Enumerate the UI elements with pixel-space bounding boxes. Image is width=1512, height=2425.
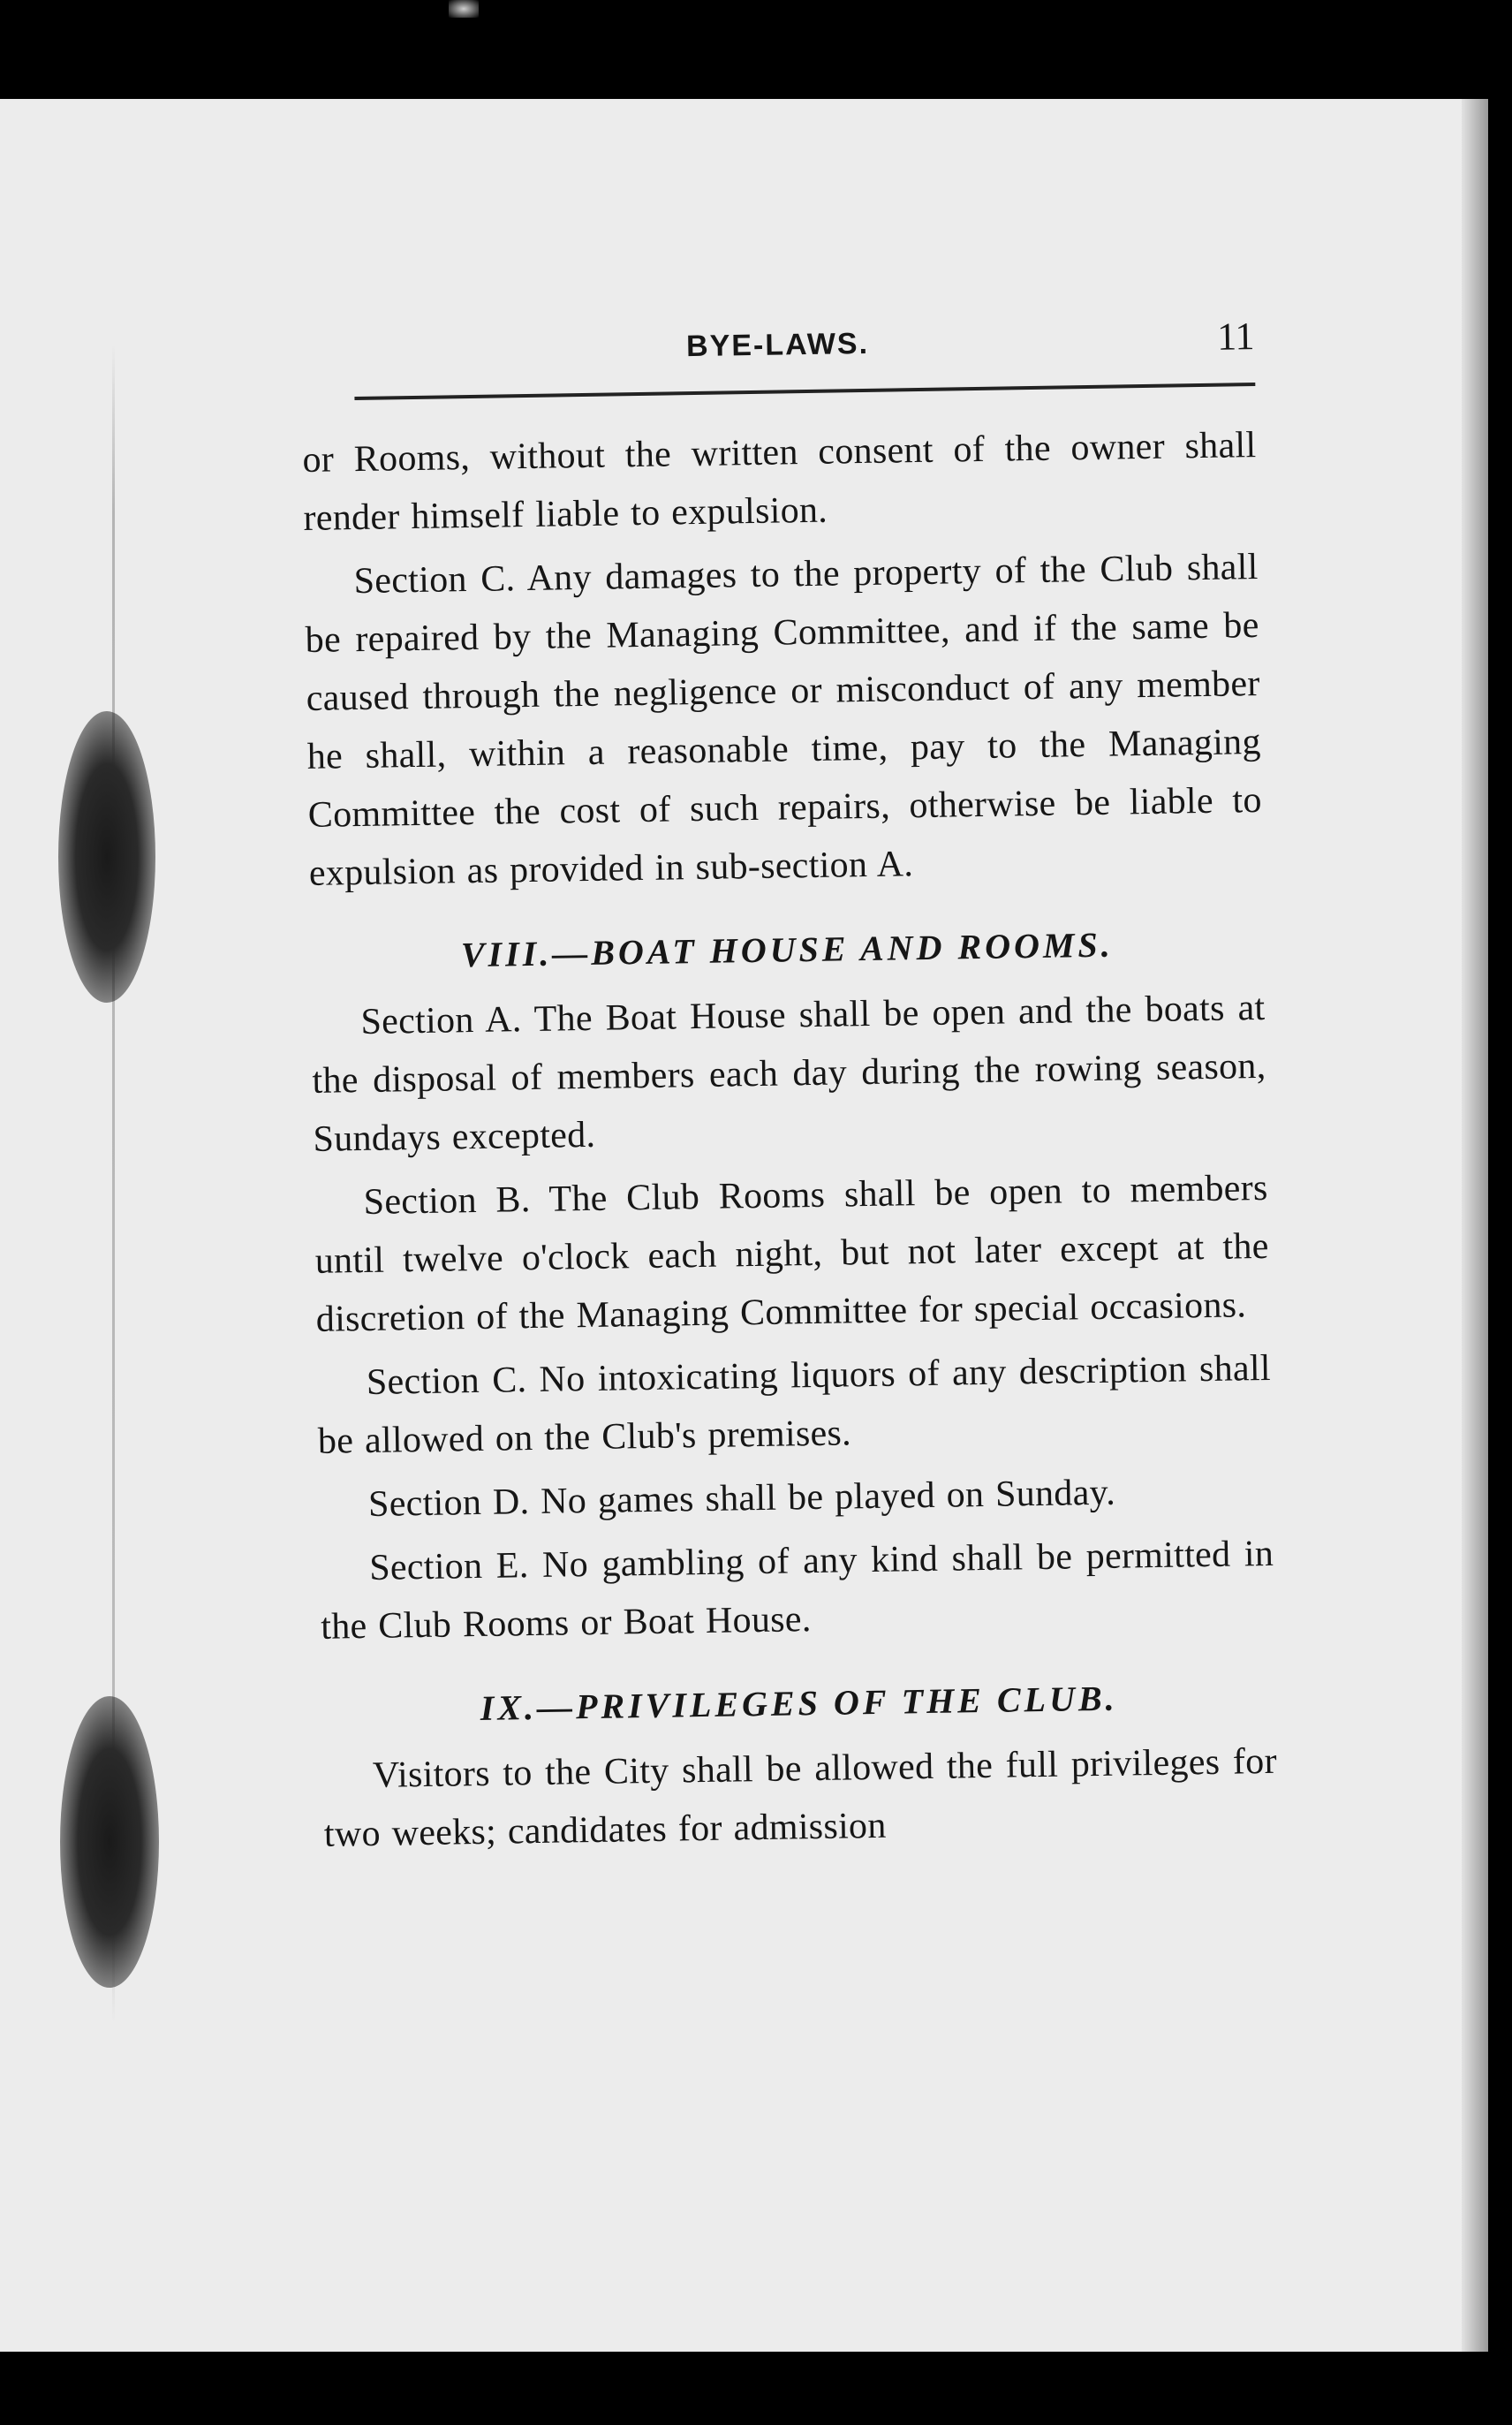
section-viii-e: Section E. No gambling of any kind shall be permitted in the Club Rooms or Boat House.: [320, 1533, 1274, 1648]
section-viii-c: Section C. No intoxicating liquors of any description shall be allowed on the Club's premises.: [317, 1347, 1272, 1462]
heading-ix: IX.—PRIVILEGES OF THE CLUB.: [480, 1678, 1118, 1728]
ink-blot-upper: [58, 711, 155, 1003]
section-viii-b: Section B. The Club Rooms shall be open to members until twelve o'clock each night, but not later except at the discretion of the Managing Committee for special occasions.: [314, 1167, 1270, 1340]
section-vii-c: Section C. Any damages to the property of the Club shall be repaired by the Managing Committee, and if the same be caused through the negligence or misconduct of any member he shall, within a reasonable time, pay to the Managing Committee the cost of such repairs, otherwise be liable to expulsion as provided in sub-section A.: [305, 547, 1263, 894]
section-viii-a: Section A. The Boat House shall be open and the boats at the disposal of members each day during the rowing season, Sundays excepted.: [312, 987, 1266, 1160]
scan-speck: [449, 0, 479, 18]
running-head-title: BYE-LAWS.: [685, 326, 870, 364]
continuation-paragraph: or Rooms, without the written consent of the owner shall render himself liable to expulsion.: [302, 425, 1257, 539]
page-number: 11: [1216, 314, 1255, 359]
heading-viii: VIII.—BOAT HOUSE AND ROOMS.: [460, 924, 1115, 975]
page-text: [300, 303, 1278, 1864]
page-edge-shadow: [1462, 99, 1488, 2352]
section-ix-paragraph: Visitors to the City shall be allowed the full privileges for two weeks; candidates for admission: [323, 1740, 1278, 1855]
section-viii-d: Section D. No games shall be played on Sunday.: [367, 1472, 1116, 1525]
running-head: [300, 303, 1255, 398]
ink-blot-lower: [60, 1696, 159, 1988]
